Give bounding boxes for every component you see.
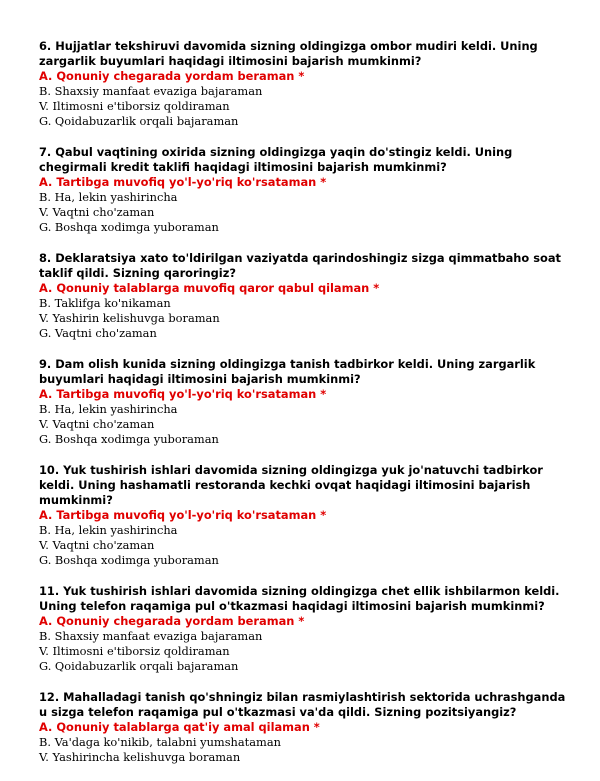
- option-b: B. Ha, lekin yashirincha: [39, 402, 178, 416]
- option-a-correct: A. Tartibga muvofiq yo'l-yo'riq ko'rsataman *: [39, 508, 327, 522]
- option-g: G. Qoidabuzarlik orqali bajaraman: [39, 659, 239, 673]
- question-8: [39, 251, 569, 341]
- option-a-correct: A. Qonuniy talablarga muvofiq qaror qabul qilaman *: [39, 281, 380, 295]
- option-g: G. Boshqa xodimga yuboraman: [39, 432, 219, 446]
- question-text: 8. Deklaratsiya xato to'ldirilgan vaziyatda qarindoshingiz sizga qimmatbaho soat taklif qildi. Sizning qaroringiz?: [39, 251, 561, 280]
- option-a-correct: A. Tartibga muvofiq yo'l-yo'riq ko'rsataman *: [39, 387, 327, 401]
- option-a-correct: A. Qonuniy chegarada yordam beraman *: [39, 614, 305, 628]
- option-b: B. Va'daga ko'nikib, talabni yumshataman: [39, 735, 281, 749]
- option-v: V. Iltimosni e'tiborsiz qoldiraman: [39, 99, 230, 113]
- option-b: B. Ha, lekin yashirincha: [39, 190, 178, 204]
- option-a-correct: A. Qonuniy talablarga qat'iy amal qilaman *: [39, 720, 320, 734]
- question-list: [39, 39, 569, 781]
- option-v: V. Yashirincha kelishuvga boraman: [39, 750, 241, 764]
- option-g: G. Boshqa xodimga yuboraman: [39, 553, 219, 567]
- option-b: B. Shaxsiy manfaat evaziga bajaraman: [39, 629, 263, 643]
- question-text: 6. Hujjatlar tekshiruvi davomida sizning oldingizga ombor mudiri keldi. Uning zargarlik buyumlari haqidagi iltimosini bajarish mumkinmi?: [39, 39, 538, 68]
- option-b: B. Shaxsiy manfaat evaziga bajaraman: [39, 84, 263, 98]
- question-text: 10. Yuk tushirish ishlari davomida sizning oldingizga yuk jo'natuvchi tadbirkor keldi. Uning hashamatli restoranda kechki ovqat haqidagi iltimosini bajarish mumkinmi?: [39, 463, 543, 507]
- option-v: V. Iltimosni e'tiborsiz qoldiraman: [39, 644, 230, 658]
- option-a-correct: A. Qonuniy chegarada yordam beraman *: [39, 69, 305, 83]
- question-7: [39, 145, 569, 235]
- question-text: 7. Qabul vaqtining oxirida sizning oldingizga yaqin do'stingiz keldi. Uning chegirmali kredit taklifi haqidagi iltimosini bajarish mumkinmi?: [39, 145, 513, 174]
- option-v: V. Vaqtni cho'zaman: [39, 205, 155, 219]
- question-text: 11. Yuk tushirish ishlari davomida sizning oldingizga chet ellik ishbilarmon keldi. Uning telefon raqamiga pul o'tkazmasi haqidagi iltimosini bajarish mumkinmi?: [39, 584, 560, 613]
- option-v: V. Vaqtni cho'zaman: [39, 417, 155, 431]
- question-11: [39, 584, 569, 674]
- question-12: [39, 690, 569, 765]
- question-6: [39, 39, 569, 129]
- question-10: [39, 463, 569, 568]
- option-a-correct: A. Tartibga muvofiq yo'l-yo'riq ko'rsataman *: [39, 175, 327, 189]
- option-g: G. Qoidabuzarlik orqali bajaraman: [39, 114, 239, 128]
- option-b: B. Ha, lekin yashirincha: [39, 523, 178, 537]
- option-b: B. Taklifga ko'nikaman: [39, 296, 171, 310]
- question-9: [39, 357, 569, 447]
- option-v: V. Yashirin kelishuvga boraman: [39, 311, 220, 325]
- option-g: G. Boshqa xodimga yuboraman: [39, 220, 219, 234]
- option-v: V. Vaqtni cho'zaman: [39, 538, 155, 552]
- question-text: 9. Dam olish kunida sizning oldingizga tanish tadbirkor keldi. Uning zargarlik buyumlari haqidagi iltimosini bajarish mumkinmi?: [39, 357, 536, 386]
- question-text: 12. Mahalladagi tanish qo'shningiz bilan rasmiylashtirish sektorida uchrashganda u sizga telefon raqamiga pul o'tkazmasi va'da qildi. Sizning pozitsiyangiz?: [39, 690, 566, 719]
- option-g: G. Vaqtni cho'zaman: [39, 326, 157, 340]
